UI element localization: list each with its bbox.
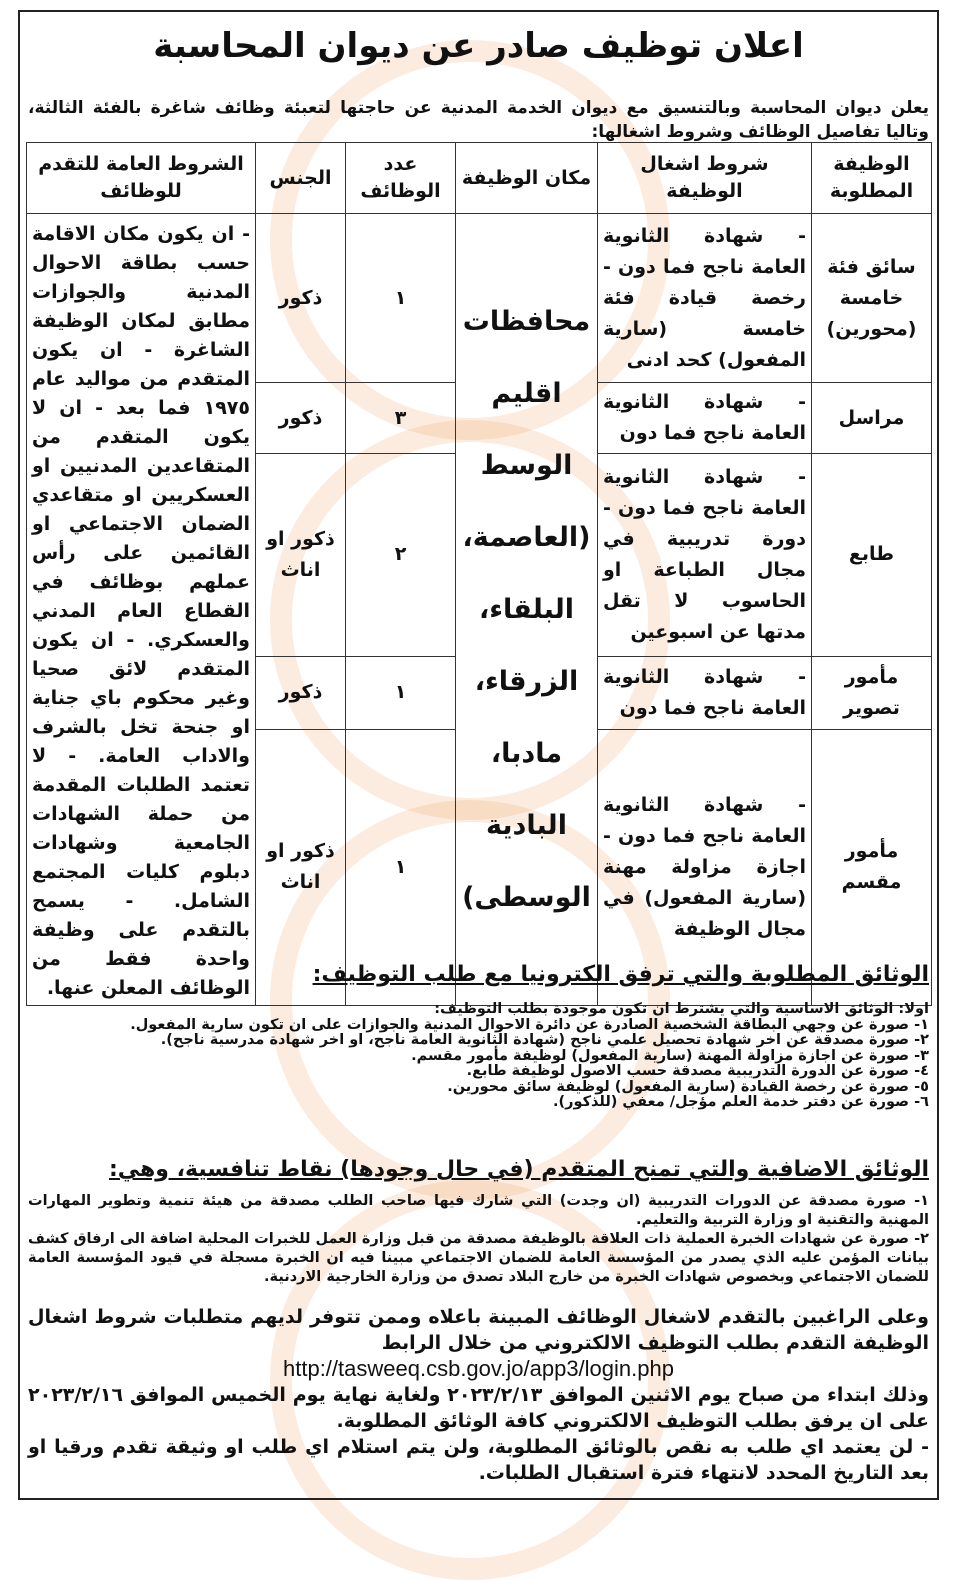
closing-paragraph: - لن يعتمد اي طلب به نقص بالوثائق المطلوبة، ولن يتم استلام اي طلب او وثيقة تقدم ورقيا او بعد التاريخ المحدد لانتهاء فترة استقبال الطلبات. (28, 1436, 929, 1484)
list-item: اولا: الوثائق الاساسية والتي يشترط ان تكون موجودة بطلب التوظيف: (434, 1001, 929, 1017)
list-item: ٣- صورة عن اجازة مزاولة المهنة (سارية المفعول) لوظيفة مأمور مقسم. (411, 1047, 929, 1064)
gender-cell: ذكور او اناث (256, 729, 346, 1005)
list-item: ٤- صورة عن الدورة التدريبية مصدقة حسب الاصول لوظيفة طابع. (466, 1063, 929, 1079)
closing-paragraph: وذلك ابتداء من صباح يوم الاثنين الموافق ٢٠٢٣/٢/١٣ ولغاية نهاية يوم الخميس الموافق ٢٠٢٣/٢/١٦ على ان يرفق بطلب التوظيف الالكتروني كافة الوثائق المطلوبة. (28, 1384, 929, 1432)
additional-docs-list (28, 1192, 929, 1287)
job-cell: مأمور تصوير (812, 656, 932, 729)
conditions-cell: - شهادة الثانوية العامة ناجح فما دون (598, 383, 812, 454)
list-item: ٢- صورة مصدقة عن اخر شهادة تحصيل علمي ناجح (شهادة الثانوية العامة ناجح، او اخر شهادة مدرسية ناجح). (160, 1032, 929, 1048)
conditions-cell: - شهادة الثانوية العامة ناجح فما دون - رخصة قيادة فئة خامسة (سارية المفعول) كحد ادنى (598, 214, 812, 383)
count-cell: ٢ (346, 454, 456, 656)
list-item: ٦- صورة عن دفتر خدمة العلم مؤجل/ معفي (للذكور). (553, 1094, 929, 1110)
header-job: الوظيفة المطلوبة (812, 143, 932, 214)
list-item: ٥- صورة عن رخصة القيادة (سارية المفعول) لوظيفة سائق محورين. (447, 1078, 929, 1095)
additional-docs-title: الوثائق الاضافية والتي تمنح المتقدم (في حال وجودها) نقاط تنافسية، وهي: (109, 1157, 929, 1182)
count-cell: ٣ (346, 383, 456, 454)
gender-cell: ذكور (256, 383, 346, 454)
required-docs-title: الوثائق المطلوبة والتي ترفق الكترونيا مع طلب التوظيف: (312, 962, 929, 987)
job-cell: مأمور مقسم (812, 729, 932, 1005)
announcement (18, 10, 939, 1500)
general-conditions-cell: - ان يكون مكان الاقامة حسب بطاقة الاحوال المدنية والجوازات مطابق لمكان الوظيفة الشاغرة - ان يكون المتقدم من مواليد عام ١٩٧٥ فما بعد - ان لا يكون المتقدم من المتقاعدين المدنيين او العسكريين او متقاعدي الضمان الاجتماعي او القائمين على رأس عملهم بوظائف في القطاع العام المدني والعسكري. - ان يكون المتقدم لائق صحيا وغير محكوم باي جناية او جنحة تخل بالشرف والاداب العامة. - لا تعتمد الطلبات المقدمة من حملة الشهادات الجامعية وشهادات دبلوم كليات المجتمع الشامل. - يسمح بالتقدم على وظيفة واحدة فقط من الوظائف المعلن عنها. (27, 214, 256, 1006)
count-cell: ١ (346, 729, 456, 1005)
closing-text (28, 1304, 929, 1486)
jobs-table (26, 142, 932, 1006)
header-gender: الجنس (256, 143, 346, 214)
intro-text: يعلن ديوان المحاسبة وبالتنسيق مع ديوان الخدمة المدنية عن حاجتها لتعبئة وظائف شاغرة بالفئة الثالثة، وتاليا تفاصيل الوظائف وشروط اشغالها: (28, 98, 929, 142)
header-count: عدد الوظائف (346, 143, 456, 214)
table-header-row (27, 143, 932, 214)
conditions-cell: - شهادة الثانوية العامة ناجح فما دون (598, 656, 812, 729)
list-item: ١- صورة عن وجهي البطاقة الشخصية الصادرة عن دائرة الاحوال المدنية والجوازات على ان تكون سارية المفعول. (130, 1016, 929, 1033)
list-item: ١- صورة مصدقة عن الدورات التدريبية (ان وجدت) التي شارك فيها صاحب الطلب مصدقة من هيئة تنمية وتطوير المهارات المهنية والتقنية او وزارة التربية والتعليم. (28, 1193, 929, 1228)
list-item: ٢- صورة عن شهادات الخبرة العملية ذات العلاقة بالوظيفة مصدقة من قبل وزارة العمل للخبرات المحلية اضافة الى ارفاق كشف بيانات المؤمن عليه الذي يصدر من المؤسسة العامة للضمان الاجتماعي مبينا فيه ان الخبرة مسجلة في قيود المؤسسة العامة للضمان الاجتماعي وبخصوص شهادات الخبرة من خارج البلاد تصدق من وزارة الخارجية الاردنية. (28, 1231, 929, 1285)
application-link[interactable]: http://tasweeq.csb.gov.jo/app3/login.php (283, 1356, 674, 1381)
job-cell: سائق فئة خامسة (محورين) (812, 214, 932, 383)
gender-cell: ذكور او اناث (256, 454, 346, 656)
conditions-cell: - شهادة الثانوية العامة ناجح فما دون - اجازة مزاولة مهنة (سارية المفعول) في مجال الوظيفة (598, 729, 812, 1005)
job-cell: طابع (812, 454, 932, 656)
required-docs-list (28, 1002, 929, 1111)
header-conditions: شروط اشغال الوظيفة (598, 143, 812, 214)
gender-cell: ذكور (256, 214, 346, 383)
place-cell: محافظات اقليم الوسط (العاصمة، البلقاء، الزرقاء، مادبا، البادية الوسطى) (456, 214, 598, 1006)
count-cell: ١ (346, 656, 456, 729)
header-place: مكان الوظيفة (456, 143, 598, 214)
closing-paragraph: وعلى الراغبين بالتقدم لاشغال الوظائف المبينة باعلاه وممن تتوفر لديهم متطلبات شروط اشغال الوظيفة التقدم بطلب التوظيف الالكتروني من خلال الرابط (28, 1306, 929, 1354)
header-general: الشروط العامة للتقدم للوظائف (27, 143, 256, 214)
page-title: اعلان توظيف صادر عن ديوان المحاسبة (153, 26, 804, 66)
table-row (27, 214, 932, 383)
gender-cell: ذكور (256, 656, 346, 729)
job-cell: مراسل (812, 383, 932, 454)
count-cell: ١ (346, 214, 456, 383)
conditions-cell: - شهادة الثانوية العامة ناجح فما دون - دورة تدريبية في مجال الطباعة او الحاسوب لا تقل مدتها عن اسبوعين (598, 454, 812, 656)
